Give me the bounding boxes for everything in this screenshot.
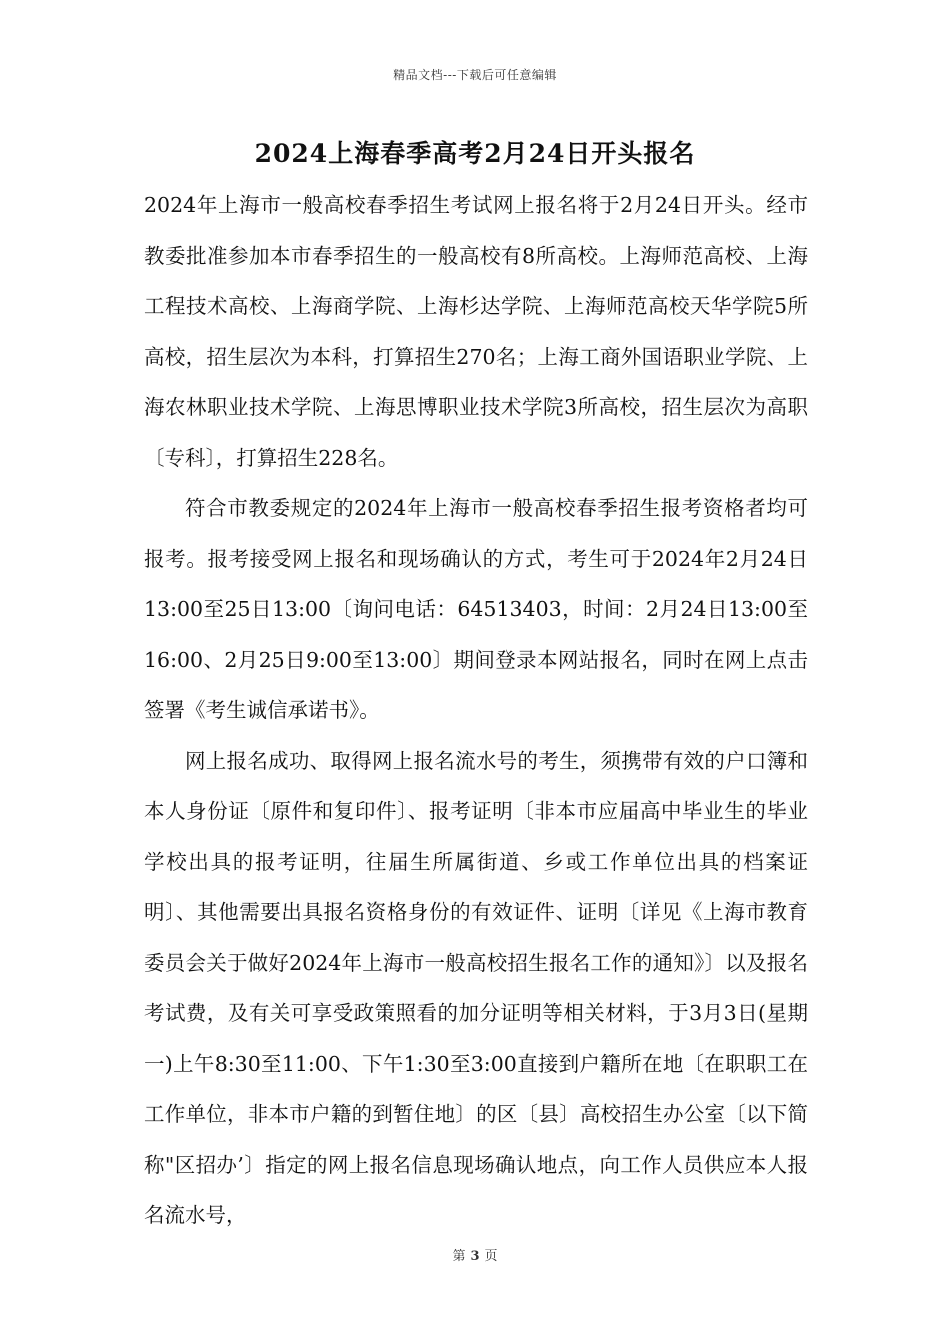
- page-number: 3: [470, 1249, 480, 1264]
- paragraph-2: 符合市教委规定的2024年上海市一般高校春季招生报考资格者均可报考。报考接受网上报名和现场确认的方式，考生可于2024年2月24日13:00至25日13:00〔询问电话：64513403，时间：2月24日13:00至16:00、2月25日9:00至13:00〕期间登录本网站报名，同时在网上点击签署《考生诚信承诺书》。: [144, 496, 808, 722]
- page-header: 精品文档---下载后可任意编辑: [393, 68, 557, 82]
- paragraph-1: 2024年上海市一般高校春季招生考试网上报名将于2月24日开头。经市教委批准参加本市春季招生的一般高校有8所高校。上海师范高校、上海工程技术高校、上海商学院、上海杉达学院、上海师范高校天华学院5所高校，招生层次为本科，打算招生270名；上海工商外国语职业学院、上海农林职业技术学院、上海思博职业技术学院3所高校，招生层次为高职〔专科〕，打算招生228名。: [144, 193, 808, 470]
- footer-prefix: 第: [452, 1249, 466, 1264]
- paragraph-3: 网上报名成功、取得网上报名流水号的考生，须携带有效的户口簿和本人身份证〔原件和复印件〕、报考证明〔非本市应届高中毕业生的毕业学校出具的报考证明，往届生所属街道、乡或工作单位出具的档案证明〕、其他需要出具报名资格身份的有效证件、证明〔详见《上海市教育委员会关于做好2024年上海市一般高校招生报名工作的通知》〕以及报名考试费，及有关可享受政策照看的加分证明等相关材料，于3月3日(星期一)上午8:30至11:00、下午1:30至3:00直接到户籍所在地〔在职职工在工作单位，非本市户籍的到暂住地〕的区〔县〕高校招生办公室〔以下简称"区招办’〕指定的网上报名信息现场确认地点，向工作人员供应本人报名流水号，: [144, 748, 808, 1227]
- footer-suffix: 页: [484, 1249, 498, 1264]
- document-body: [144, 180, 808, 1241]
- document-title: 2024上海春季高考2月24日开头报名: [254, 139, 696, 168]
- page-footer: [0, 1245, 950, 1264]
